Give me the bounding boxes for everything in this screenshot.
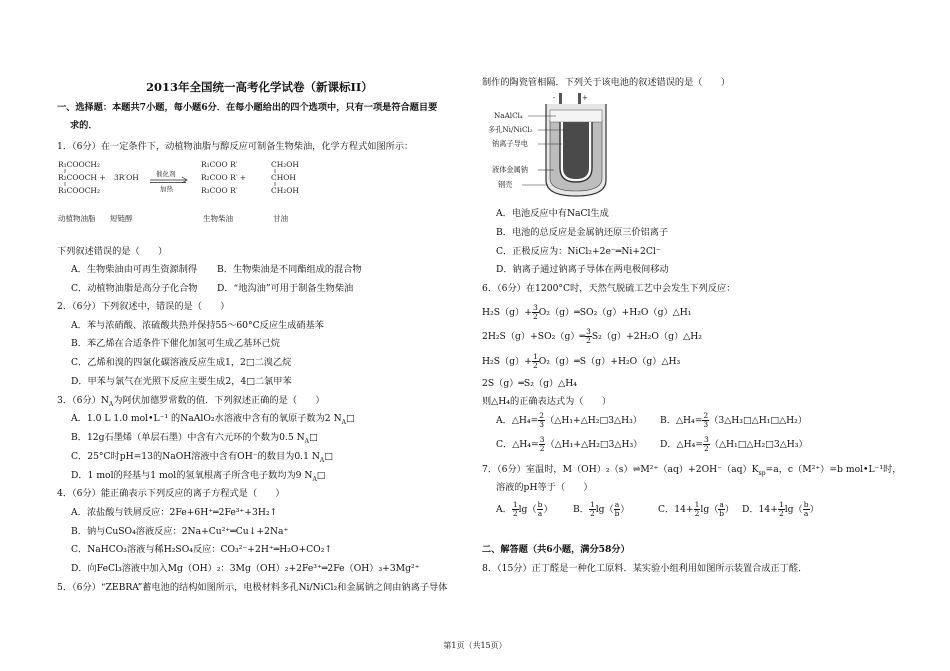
q7-option-d: D．14+ $\frac{1}{2}$ lg（ $\frac{b}{a}$ ） bbox=[742, 500, 819, 518]
q4-option-c: C．NaHCO₃溶液与稀H₂SO₄反应：CO₃²⁻+2H⁺═H₂O+CO₂↑ bbox=[71, 544, 333, 555]
label-na-conductor: 钠离子导电 bbox=[492, 139, 528, 148]
eq-label-biodiesel: 生物柴油 bbox=[203, 214, 233, 223]
q6-eq1: H₂S（g）+ $\frac{3}{2}$ O₂（g）═SO₂（g）+H₂O（g）△H₁ bbox=[482, 303, 692, 321]
eq-cond-bot: 加热 bbox=[160, 185, 173, 193]
q6-option-c: C．△H₄= $\frac{3}{2}$ （△H₁+△H₂□3△H₃） bbox=[496, 435, 643, 453]
eq-p3: R₃COO R′ bbox=[201, 186, 238, 195]
q3-option-b: B．12g石墨烯（单层石墨）中含有六元环的个数为0.5 $N_A□$ bbox=[71, 432, 318, 445]
eq-g3: CH₂OH bbox=[271, 186, 299, 195]
q5-option-b: B．电池的总反应是金属钠还原三价铝离子 bbox=[496, 227, 669, 238]
q7-option-b: B． $\frac{1}{2}$ lg（ $\frac{a}{b}$ ） bbox=[573, 500, 630, 518]
eq-g1: CH₂OH bbox=[271, 160, 299, 169]
q2-option-d: D．甲苯与氯气在光照下反应主要生成2，4□二氯甲苯 bbox=[71, 376, 292, 387]
q1-option-c: C．动植物油脂是高分子化合物 bbox=[71, 283, 198, 294]
eq-alcohol: 3R′OH bbox=[114, 173, 139, 182]
eq-r1: R₁COOCH₂ bbox=[58, 160, 100, 169]
q5-stem: 5．（6分）“ZEBRA”蓄电池的结构如图所示，电极材料多孔Ni/NiCl₂和金属钠之间由钠离子导体 bbox=[57, 582, 448, 593]
q5-option-a: A．电池反应中有NaCl生成 bbox=[496, 208, 609, 219]
eq-label-glycerol: 甘油 bbox=[273, 214, 288, 223]
q4-option-b: B．钠与CuSO₄溶液反应：2Na+Cu²⁺═Cu↓+2Na⁺ bbox=[71, 526, 289, 537]
q6-eq3: H₂S（g）+ $\frac{1}{2}$ O₂（g）═S（g）+H₂O（g）△H₃ bbox=[482, 352, 681, 370]
section2-heading: 二、解答题（共6小题，满分58分） bbox=[482, 544, 630, 555]
q4-option-a: A．浓盐酸与铁屑反应：2Fe+6H⁺═2Fe³⁺+3H₂↑ bbox=[71, 507, 278, 518]
eq-r2: R₂COOCH + bbox=[58, 173, 106, 182]
q3-option-a: A．1.0 L 1.0 mol•L⁻¹ 的NaAlO₂水溶液中含有的氧原子数为2 $N_A□$ bbox=[71, 413, 355, 426]
q7-stem-cont: 溶液的pH等于（ ） bbox=[496, 482, 593, 493]
q2-option-b: B．苯乙烯在合适条件下催化加氢可生成乙基环己烷 bbox=[71, 338, 280, 349]
q2-option-a: A．苯与浓硝酸、浓硫酸共热并保持55～60°C反应生成硝基苯 bbox=[71, 320, 324, 331]
label-porous-ni: 多孔Ni/NiCl₂ bbox=[488, 125, 533, 134]
q2-stem: 2．（6分）下列叙述中，错误的是（ ） bbox=[57, 301, 230, 312]
q1-ask: 下列叙述错误的是（ ） bbox=[57, 246, 168, 257]
q4-stem: 4．（6分）能正确表示下列反应的离子方程式是（ ） bbox=[57, 488, 285, 499]
q8-stem: 8．（15分）正丁醛是一种化工原料．某实验小组利用如图所示装置合成正丁醛． bbox=[482, 563, 808, 574]
label-liquid-na: 液体金属钠 bbox=[492, 165, 528, 174]
porous-ni-nicl2 bbox=[563, 122, 589, 179]
q3-option-c: C．25°C时pH=13的NaOH溶液中含有OH⁻的数目为0.1 $N_A□$ bbox=[71, 451, 333, 464]
q1-option-b: B．生物柴油是不同酯组成的混合物 bbox=[217, 264, 362, 275]
eq-g2: CHOH bbox=[271, 173, 296, 182]
eq-label-oil: 动植物油脂 bbox=[58, 214, 96, 223]
eq-cond-top: 催化剂 bbox=[156, 170, 176, 178]
q3-option-d: D．1 mol的羟基与1 mol的氢氧根离子所含电子数均为9 $N_A□$ bbox=[71, 470, 326, 483]
q7-option-a: A． $\frac{1}{2}$ lg（ $\frac{b}{a}$ ） bbox=[496, 500, 553, 518]
q1-equation-figure bbox=[58, 156, 358, 228]
section1-heading: 一、选择题：本题共7小题，每小题6分．在每小题给出的四个选项中，只有一项是符合题目要 bbox=[57, 102, 438, 113]
q7-stem: 7．（6分）室温时，$M(OH)_2(s)\rightleftharpoons M^{2+}(aq)+2OH^-(aq)K_{sp}=a$，c（M²⁺）=b mol•L⁻¹时， bbox=[482, 464, 902, 477]
q6-ask: 则△H₄的正确表达式为（ ） bbox=[482, 396, 612, 407]
q6-option-d: D．△H₄= $\frac{3}{2}$ （△H₁□△H₂□3△H₃） bbox=[660, 435, 808, 453]
eq-label-alcohol: 短链醇 bbox=[110, 214, 133, 223]
eq-r3: R₃COOCH₂ bbox=[58, 186, 100, 195]
q6-eq4: 2S（g）═S₂（g）△H₄ bbox=[482, 378, 577, 389]
q1-stem: 1．（6分）在一定条件下，动植物油脂与醇反应可制备生物柴油，化学方程式如图所示： bbox=[57, 141, 414, 152]
naalcl4-layer bbox=[550, 110, 602, 122]
q2-option-c: C．乙烯和溴的四氯化碳溶液反应生成1，2□二溴乙烷 bbox=[71, 357, 292, 368]
terminal-plus: + bbox=[582, 94, 588, 102]
page-footer: 第1页（共15页） bbox=[443, 641, 507, 650]
q1-option-a: A．生物柴油由可再生资源制得 bbox=[71, 264, 198, 275]
q5-stem-cont: 制作的陶瓷管相隔．下列关于该电池的叙述错误的是（ ） bbox=[482, 77, 731, 88]
q7-option-c: C．14+ $\frac{1}{2}$ lg（ $\frac{a}{b}$ ） bbox=[658, 500, 735, 518]
q4-option-d: D．向FeCl₃溶液中加入Mg（OH）₂：3Mg（OH）₂+2Fe³⁺═2Fe（OH）₃+3Mg²⁺ bbox=[71, 563, 420, 574]
q6-option-a: A．△H₄= $\frac{2}{3}$ （△H₁+△H₂□3△H₃） bbox=[496, 411, 642, 429]
q3-stem: 3．（6分）$N_A$为阿伏加德罗常数的值．下列叙述正确的是（ ） bbox=[57, 395, 325, 408]
terminal-minus: - bbox=[553, 94, 556, 102]
q1-option-d: D．“地沟油”可用于制备生物柴油 bbox=[217, 283, 354, 294]
label-naalcl4: NaAlCl₄ bbox=[494, 111, 523, 120]
section1-heading-cont: 求的． bbox=[70, 120, 98, 131]
q6-eq2: 2H₂S（g）+SO₂（g）═ $\frac{3}{2}$ S₂（g）+2H₂O（g）△H₂ bbox=[482, 327, 702, 345]
eq-p1: R₁COO R′ bbox=[201, 160, 238, 169]
label-steel-shell: 钢壳 bbox=[498, 180, 513, 189]
q5-option-d: D．钠离子通过钠离子导体在两电极间移动 bbox=[496, 264, 669, 275]
q6-stem: 6．（6分）在1200°C时，天然气脱硫工艺中会发生下列反应： bbox=[482, 283, 736, 294]
q5-option-c: C．正极反应为：NiCl₂+2e⁻═Ni+2Cl⁻ bbox=[496, 246, 661, 257]
eq-p2: R₂COO R′ + bbox=[201, 173, 247, 182]
q6-option-b: B．△H₄= $\frac{2}{3}$ （3△H₃□△H₁□△H₂） bbox=[660, 411, 808, 429]
page-title: 2013年全国统一高考化学试卷（新课标II） bbox=[146, 80, 373, 94]
zebra-battery-figure bbox=[486, 92, 636, 202]
